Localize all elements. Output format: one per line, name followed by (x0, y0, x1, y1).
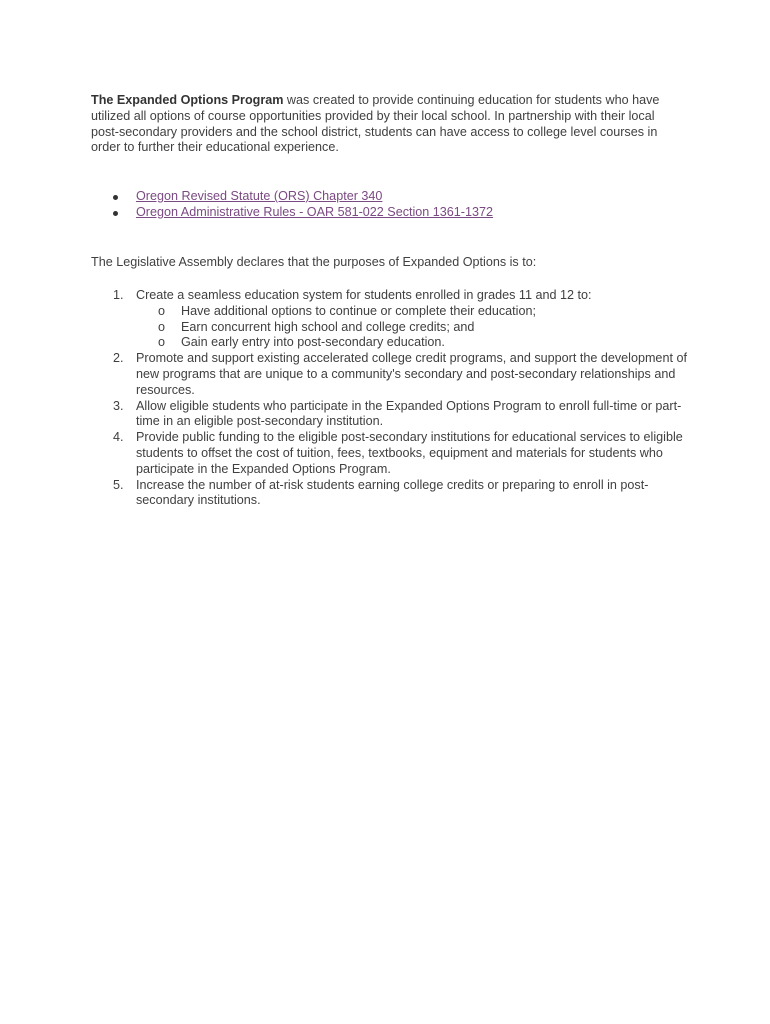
list-item (91, 288, 691, 351)
sub-bullet-marker: o (158, 303, 166, 318)
sub-bullet-marker: o (158, 319, 166, 334)
list-item (91, 205, 493, 221)
list-item (91, 189, 493, 205)
list-number: 1. (113, 288, 124, 302)
bullet-icon (113, 211, 118, 216)
list-item (136, 304, 691, 320)
purpose-text: Increase the number of at-risk students earning college credits or preparing to enroll in post-secondary institutions. (136, 477, 649, 508)
list-number: 4. (113, 430, 124, 445)
intro-text: was created to provide continuing education for students who have utilized all options of course opportunities provided by their local school. In partnership with their local post-secondary providers and the school district, students can have access to college level courses in order to further their educational experience. (91, 93, 660, 155)
ors-chapter-340-link[interactable]: Oregon Revised Statute (ORS) Chapter 340 (136, 189, 383, 203)
purposes-list (91, 288, 691, 509)
purpose-text: Provide public funding to the eligible post-secondary institutions for educational services to eligible students to offset the cost of tuition, fees, textbooks, equipment and materials for students who participate in the Expanded Options Program. (136, 430, 683, 476)
intro-paragraph (91, 93, 671, 156)
sub-item-text: Gain early entry into post-secondary education. (181, 335, 445, 350)
list-item (91, 430, 691, 477)
list-number: 2. (113, 351, 124, 366)
oar-581-022-link[interactable]: Oregon Administrative Rules - OAR 581-022 Section 1361-1372 (136, 204, 494, 219)
sub-item-text: Earn concurrent high school and college credits; and (181, 319, 475, 334)
purpose-text: Promote and support existing accelerated college credit programs, and support the development of new programs that are unique to a community's secondary and post-secondary relationships and resources. (136, 351, 687, 397)
purpose-text: Create a seamless education system for students enrolled in grades 11 and 12 to: (136, 288, 592, 302)
bullet-icon (113, 195, 118, 200)
list-item (136, 335, 691, 351)
list-item (91, 399, 691, 431)
sub-item-text: Have additional options to continue or complete their education; (181, 303, 536, 318)
list-number: 5. (113, 477, 124, 492)
sub-list (136, 304, 691, 351)
list-item (91, 351, 691, 398)
reference-links-list (91, 189, 493, 221)
list-number: 3. (113, 398, 124, 413)
sub-bullet-marker: o (158, 335, 166, 350)
program-name: The Expanded Options Program (91, 93, 284, 107)
purpose-text: Allow eligible students who participate in the Expanded Options Program to enroll full-time or part-time in an eligible post-secondary institution. (136, 398, 682, 429)
list-item (136, 320, 691, 336)
declaration-text: The Legislative Assembly declares that the purposes of Expanded Options is to: (91, 255, 537, 269)
list-item (91, 478, 691, 510)
